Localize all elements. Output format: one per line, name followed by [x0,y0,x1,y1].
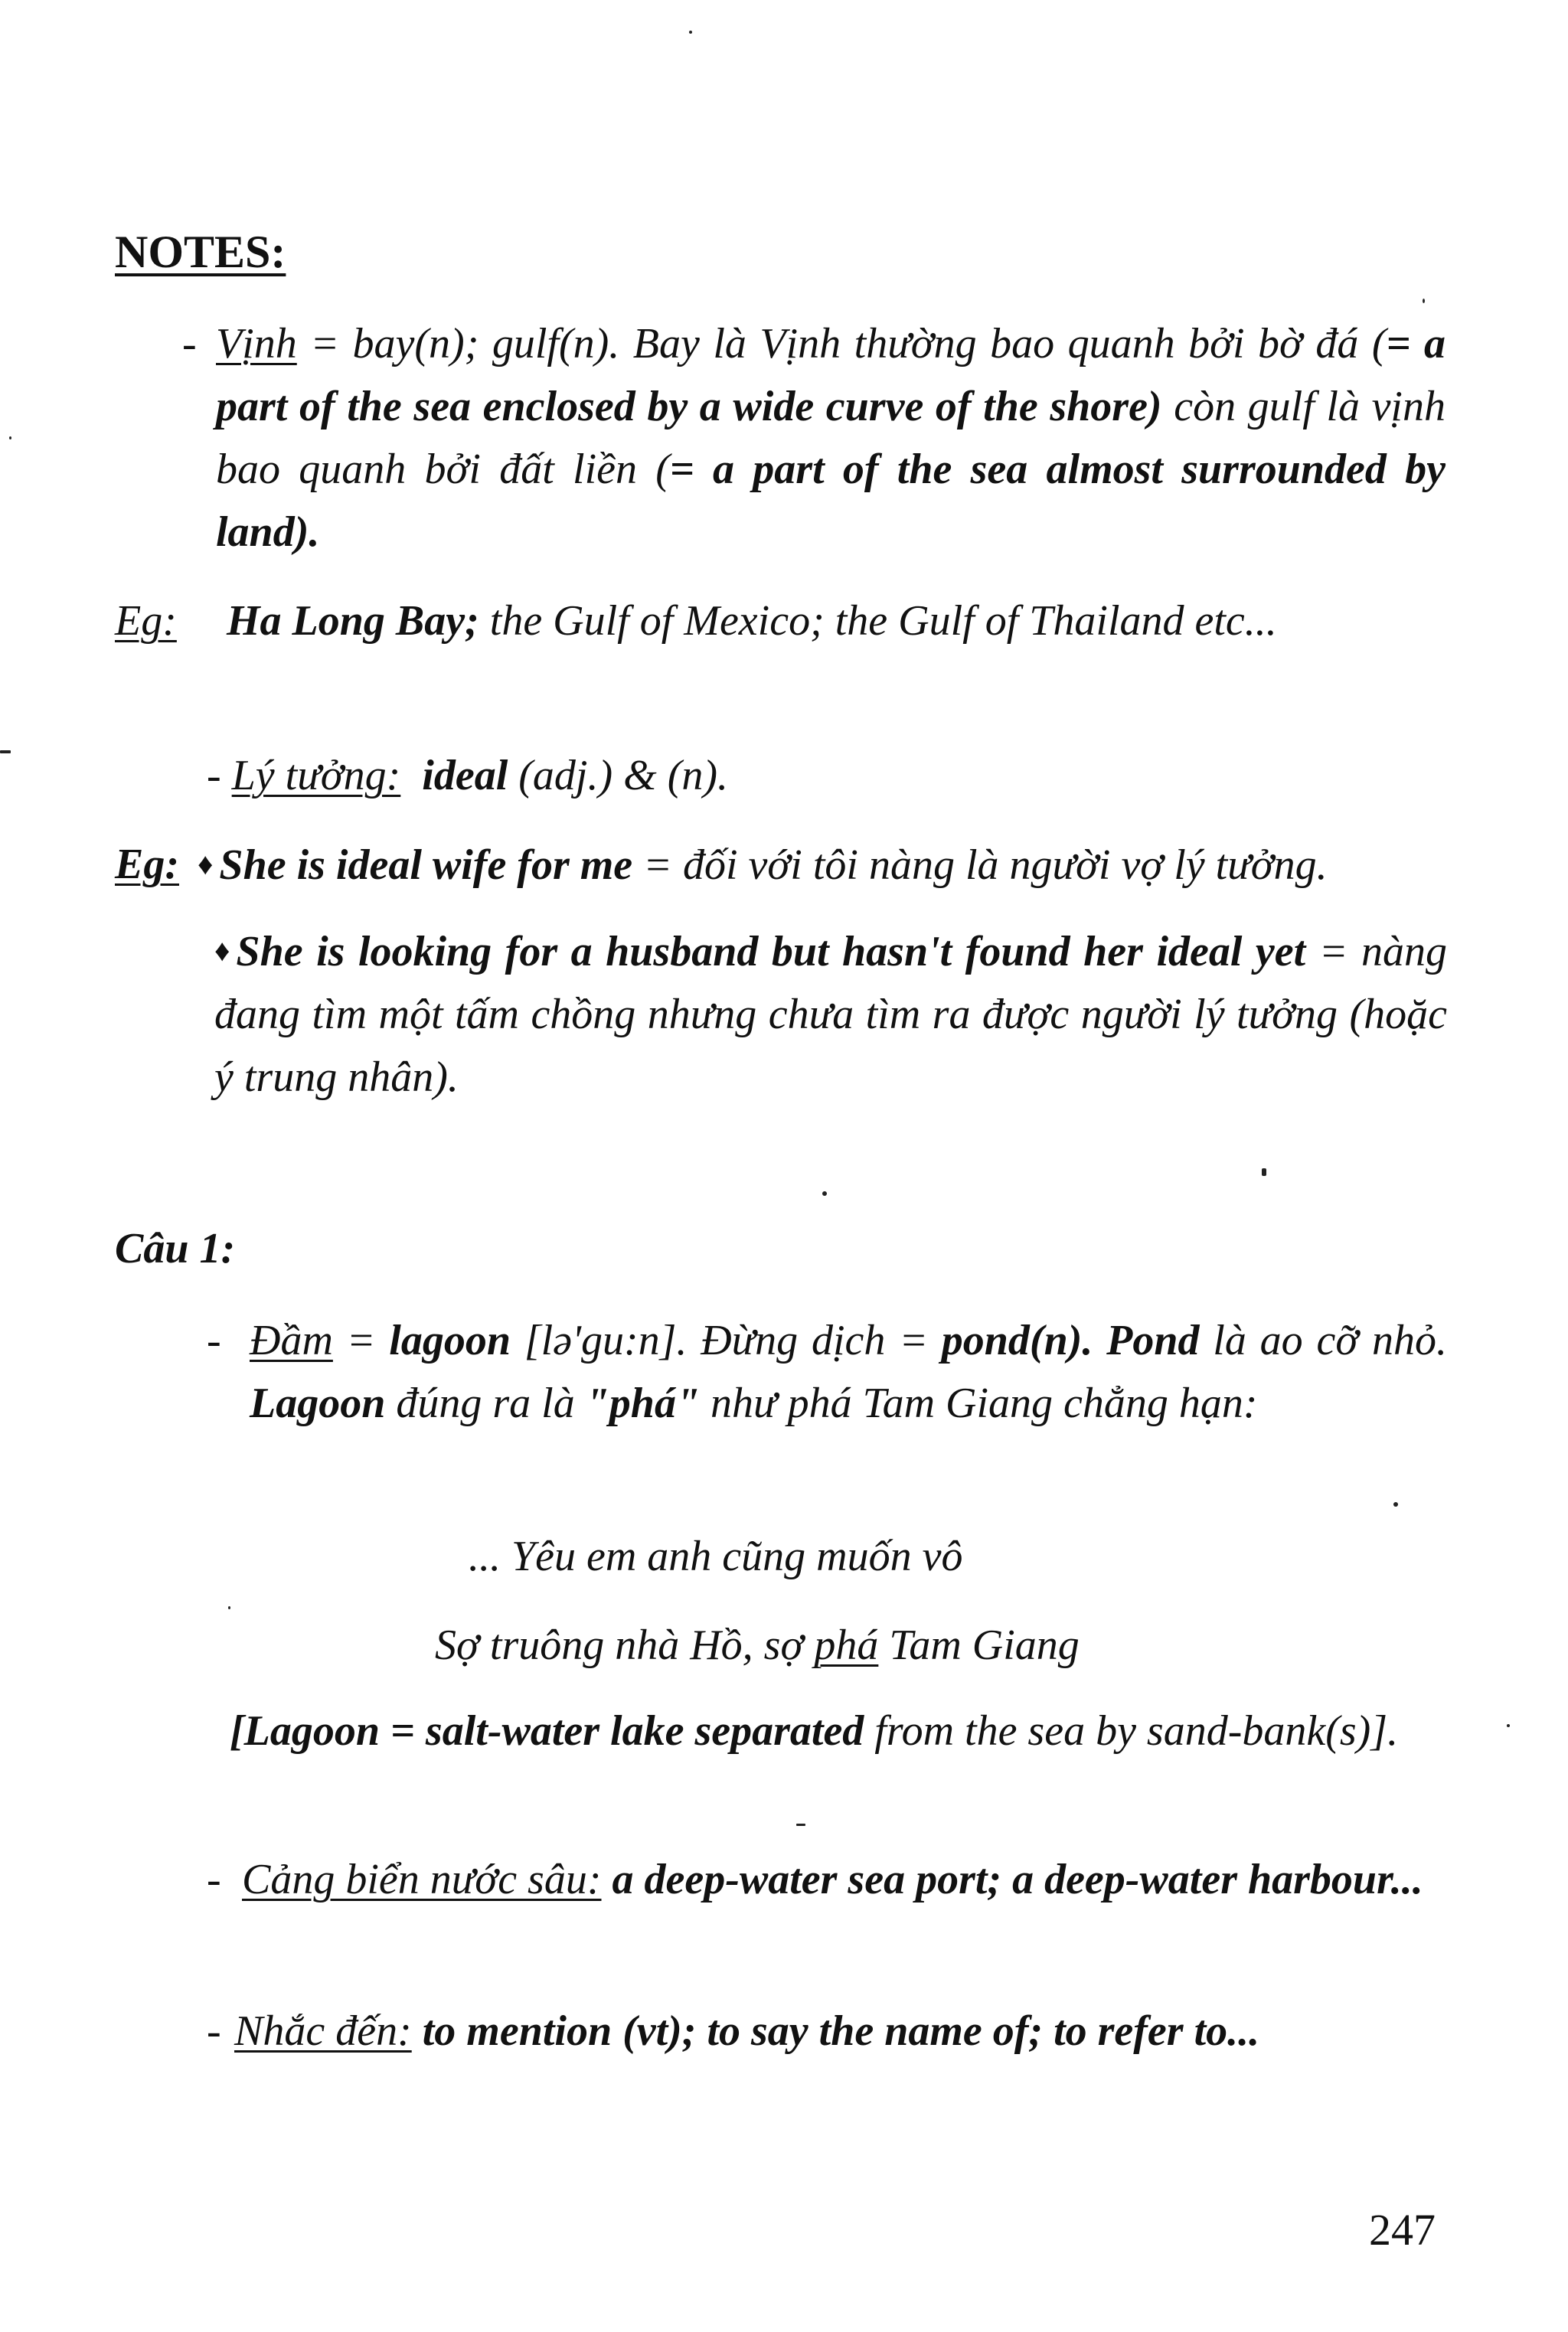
vinh-mid: còn gulf là vịnh bao quanh bởi đất liền ( [216,383,1446,493]
dam-paragraph [250,1309,1447,1435]
scan-speck [1393,1502,1398,1507]
scan-speck [9,436,11,439]
poem-line-2-b: Tam Giang [878,1622,1080,1669]
eg1-text [227,590,1447,652]
nhac-paragraph [234,2000,1447,2063]
scan-speck [1507,1724,1510,1727]
nhac-def: to mention (vt); to say the name of; to refer to... [411,2007,1260,2055]
eg1-halong: Ha Long Bay; [227,597,479,645]
lagoon-definition [230,1700,1447,1762]
term-dam: Đầm [250,1317,333,1364]
eg-label: Eg: [115,841,179,888]
scan-speck [1423,299,1425,303]
note-dam [207,1309,1447,1435]
ly-tuong-word: ideal [422,752,508,799]
dam-lagoon: lagoon [389,1317,511,1364]
dash-marker: - [207,2007,221,2055]
cang-def: a deep-water sea port; a deep-water harbour... [601,1856,1423,1903]
poem-line-2-pha: phá [814,1622,879,1669]
note-vinh [182,312,1446,563]
dash-marker: - [207,752,221,799]
term-cang-bien: Cảng biển nước sâu: [242,1856,602,1903]
dam-eq: = [332,1317,390,1364]
note-ly-tuong [207,744,1432,807]
dam-ipa: [lə'gu:n]. Đừng dịch = [510,1317,942,1364]
term-vinh: Vịnh [216,320,297,367]
example-2 [115,833,1447,1109]
eg2-item-2 [214,919,1447,1109]
note-nhac-den [207,2000,1447,2063]
scan-speck [822,1191,827,1196]
dam-rest1: là ao cỡ nhỏ. [1199,1317,1447,1364]
eg2-ex1-vi: = đối với tôi nàng là người vợ lý tưởng. [632,841,1328,889]
dash-marker: - [207,1856,221,1903]
vinh-eq: = bay(n); gulf(n). Bay là Vịnh thường bao quanh bởi bờ đá ( [296,320,1387,367]
term-nhac-den: Nhắc đến: [234,2007,412,2055]
poem-line-2-a: Sợ truông nhà Hồ, sợ [435,1622,815,1669]
ly-tuong-pos: (adj.) & (n). [508,752,728,799]
eg2-ex2-vi: = nàng đang tìm một tấm chồng nhưng chưa tìm ra được người lý tưởng (hoặc ý trung nhân). [214,928,1447,1101]
poem-line-2 [435,1614,1080,1677]
eg2-ex2-en: She is looking for a husband but hasn't found her ideal yet [236,928,1306,975]
eg-label: Eg: [115,597,177,645]
poem-line-1: ... Yêu em anh cũng muốn vô [469,1533,963,1580]
eg1-rest: the Gulf of Mexico; the Gulf of Thailand etc... [479,597,1277,645]
scan-speck [689,31,692,34]
vinh-paragraph [216,312,1446,563]
cang-paragraph [242,1848,1447,1911]
term-ly-tuong: Lý tưởng: [231,752,401,799]
example-1 [115,590,1447,652]
vinh-def-gulf: = a part of the sea almost surrounded by land). [216,446,1446,556]
diamond-bullet-icon: ♦ [198,847,214,881]
page-number: 247 [1369,2205,1436,2255]
vinh-def-bay: = a part of the sea enclosed by a wide curve of the shore) [216,320,1446,430]
eg2-ex1-en: She is ideal wife for me [219,841,633,889]
scan-speck [1262,1168,1266,1176]
scan-speck [0,750,11,753]
diamond-bullet-icon: ♦ [214,933,230,968]
scan-speck [796,1824,805,1826]
lagoon-def-bold: [Lagoon = salt-water lake separated [230,1707,864,1755]
dam-rest2: đúng ra là [385,1380,586,1427]
section-cau-1: Câu 1: [115,1225,236,1272]
lagoon-def-rest: from the sea by sand-bank(s)]. [864,1707,1399,1755]
eg2-item-1 [198,833,1447,897]
dash-marker: - [182,320,197,367]
dash-marker: - [207,1317,221,1364]
dam-pha: "phá" [585,1380,701,1427]
notes-heading: NOTES: [115,227,286,277]
dam-rest3: như phá Tam Giang chẳng hạn: [700,1380,1258,1427]
dam-lagoon-2: Lagoon [250,1380,386,1427]
dam-pond: pond(n). Pond [941,1317,1200,1364]
note-cang-bien [207,1848,1447,1911]
scan-speck [228,1606,230,1609]
